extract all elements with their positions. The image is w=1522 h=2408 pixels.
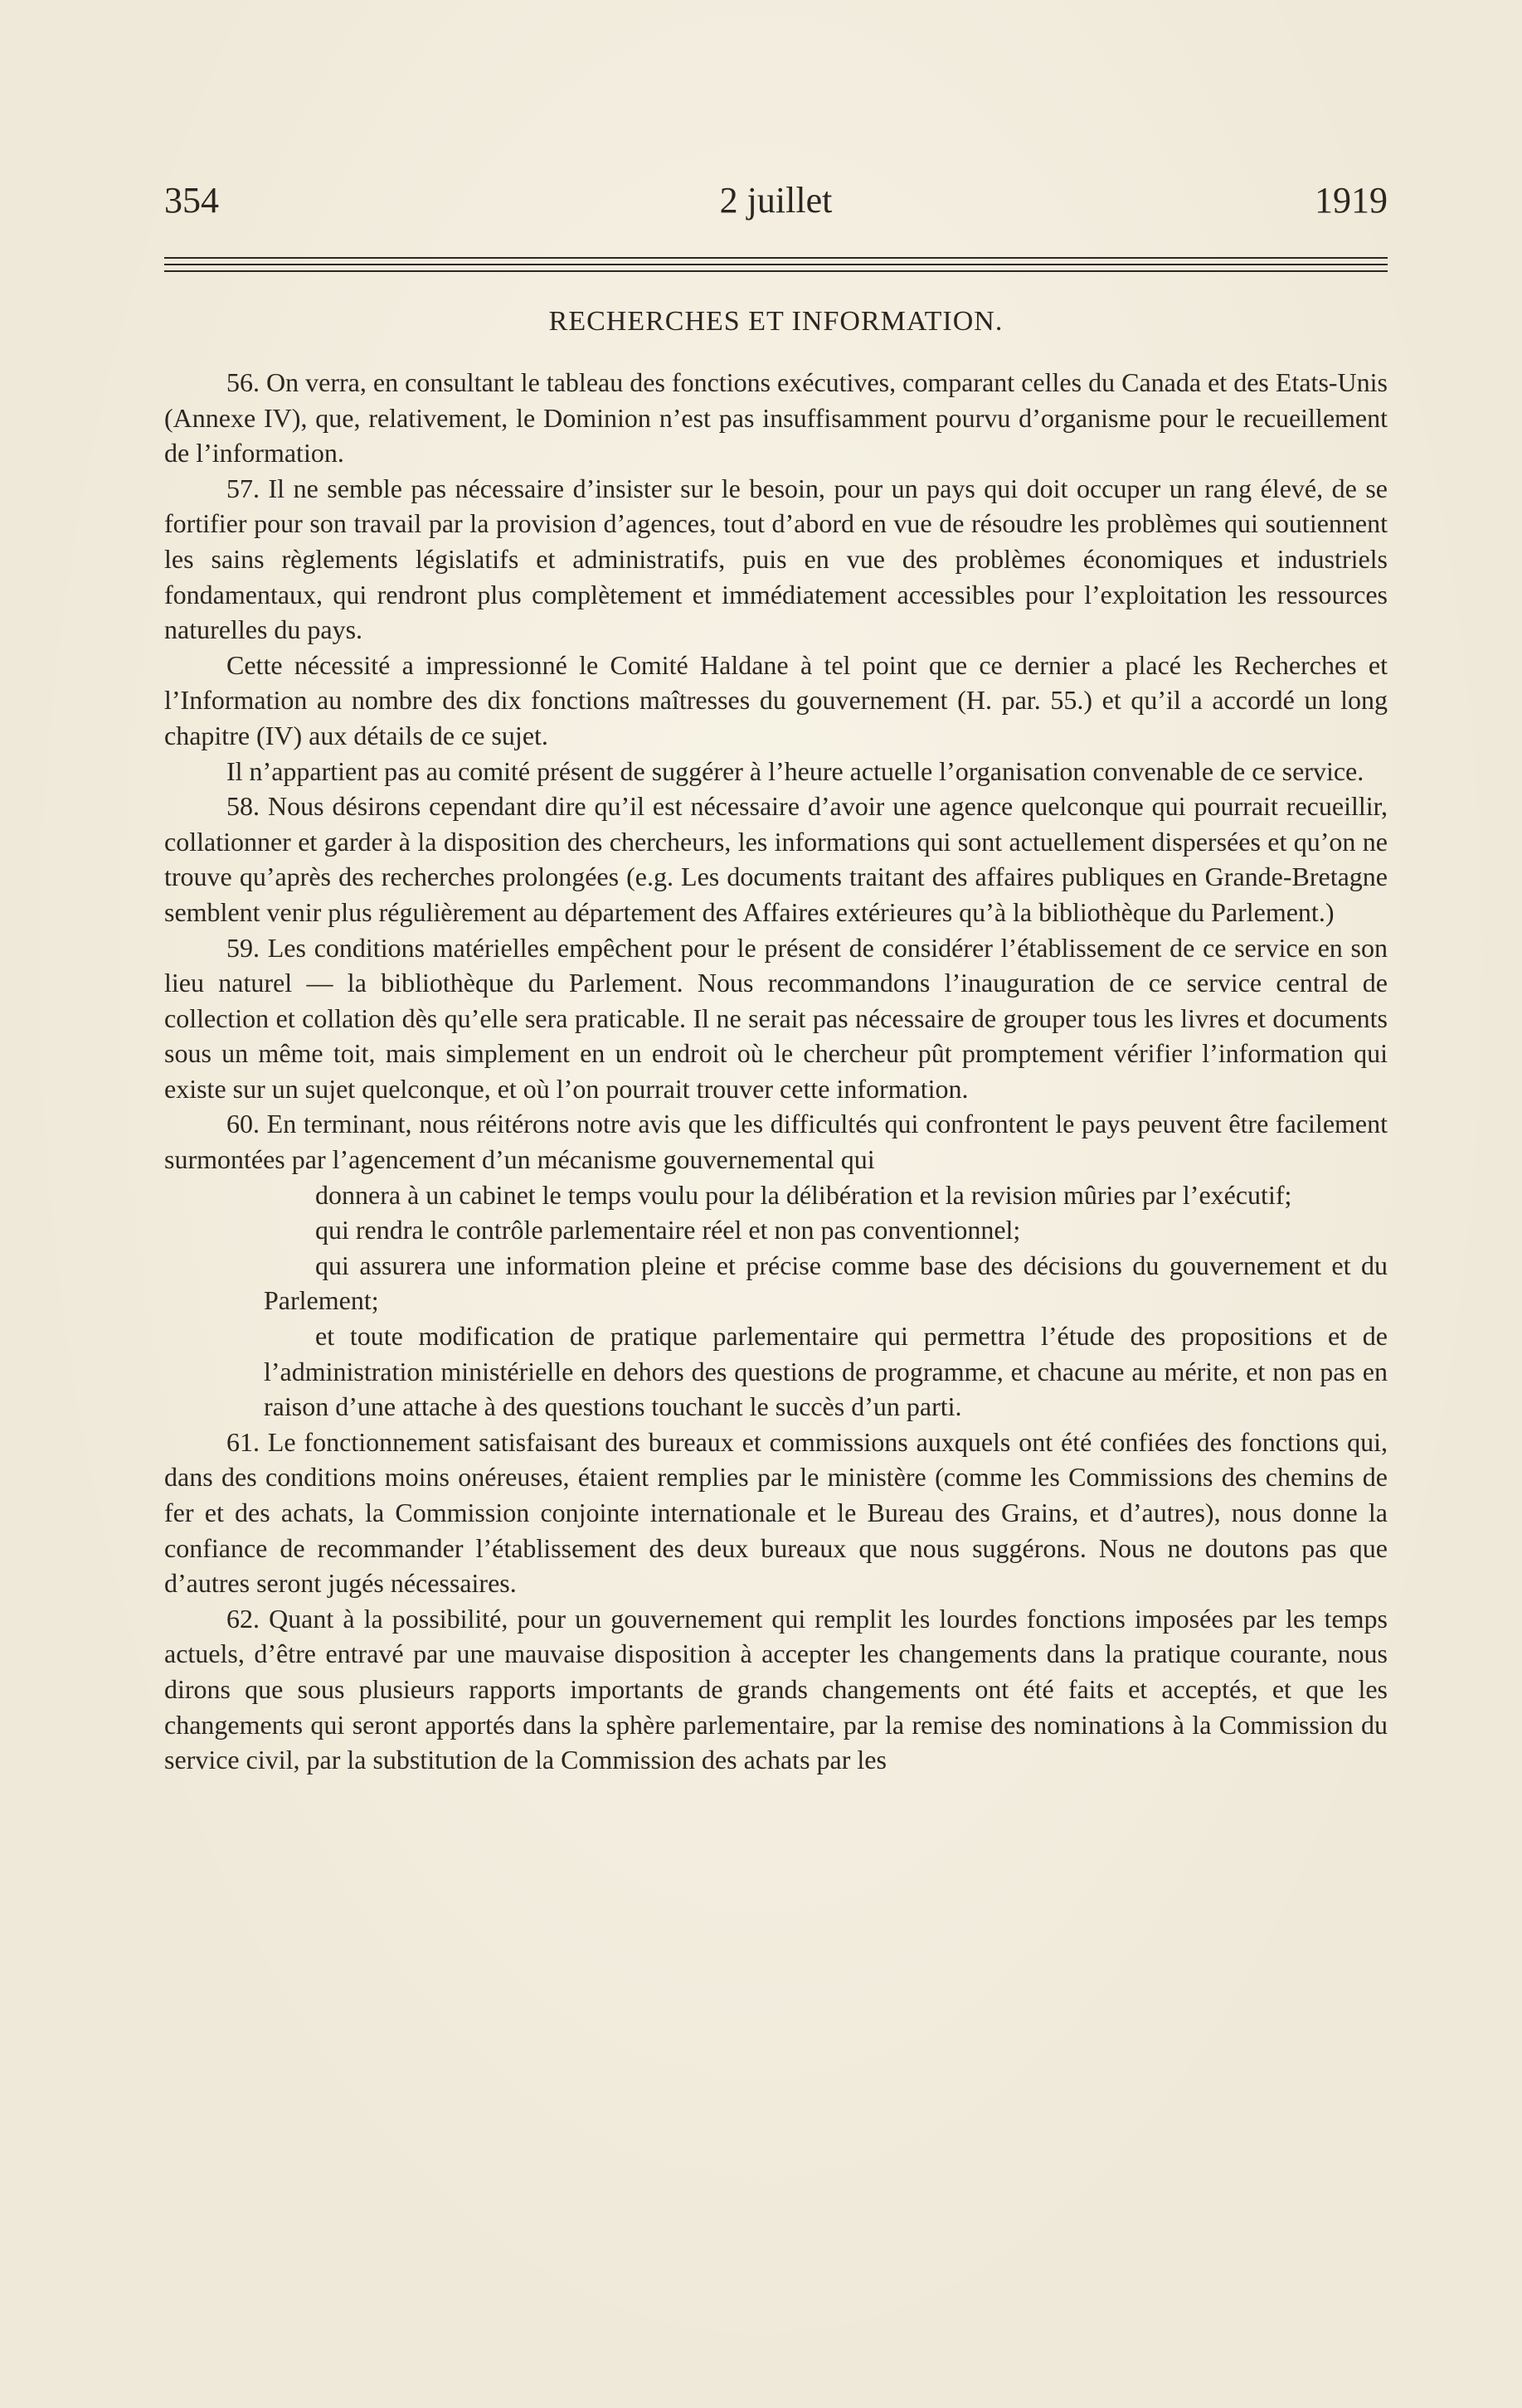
- header-rule-bottom: [164, 270, 1388, 272]
- clause-parliamentary-practice: [164, 1318, 1388, 1425]
- body-text: [164, 365, 1388, 1778]
- clause-cabinet: [164, 1177, 1388, 1213]
- header-rule-top: [164, 257, 1388, 259]
- paragraph-58: 58. Nous désirons cependant dire qu’il est nécessaire d’avoir une agence quelconque qui pourrait recueillir, collationner et garder à la disposition des chercheurs, les informations qui sont actuellement dispersées et qu’on ne trouve qu’après des recherches prolongées (e.g. Les documents traitant des affaires publiques en Grande-Bretagne semblent venir plus régulièrement au département des Affaires extérieures qu’à la bibliothèque du Parlement.): [164, 791, 1388, 927]
- paragraph-56: 56. On verra, en consultant le tableau des fonctions exécutives, comparant celles du Canada et des Etats-Unis (Annexe IV), que, relativement, le Dominion n’est pas insuffisamment pourvu d’organisme pour le recueillement de l’information.: [164, 367, 1388, 468]
- paragraph-60: 60. En terminant, nous réitérons notre avis que les difficultés qui confrontent le pays peuvent être facilement surmontées par l’agencement d’un mécanisme gouvernemental qui: [164, 1109, 1388, 1175]
- header-rule-middle: [164, 264, 1388, 265]
- paragraph-59: 59. Les conditions matérielles empêchent pour le présent de considérer l’établissement de ce service en son lieu naturel — la bibliothèque du Parlement. Nous recommandons l’inauguration de ce service central de collection et collation dès qu’elle sera praticable. Il ne serait pas nécessaire de grouper tous les livres et documents sous un même toit, mais simplement en un endroit où le chercheur pût promptement vérifier l’information qui existe sur un sujet quelconque, et où l’on pourrait trouver cette information.: [164, 932, 1388, 1104]
- section-title: RECHERCHES ET INFORMATION.: [548, 306, 1004, 337]
- clause-cabinet-text: donnera à un cabinet le temps voulu pour la délibération et la revision mûries par l’exécutif;: [315, 1179, 1292, 1210]
- clause-information: [164, 1248, 1388, 1318]
- page-number: 354: [164, 180, 219, 221]
- paragraph-62: 62. Quant à la possibilité, pour un gouvernement qui remplit les lourdes fonctions imposées par les temps actuels, d’être entravé par une mauvaise disposition à accepter les changements dans la pratique courante, nous dirons que sous plusieurs rapports importants de grands changements ont été faits et acceptés, et que les changements qui seront apportés dans la sphère parlementaire, par la remise des nominations à la Commission du service civil, par la substitution de la Commission des achats par les: [164, 1603, 1388, 1775]
- clause-parliamentary-control: [164, 1212, 1388, 1248]
- header-year: 1919: [1315, 180, 1388, 221]
- paragraph-61: 61. Le fonctionnement satisfaisant des bureaux et commissions auxquels ont été confiées des fonctions qui, dans des conditions moins onéreuses, étaient remplies par le ministère (comme les Commissions des chemins de fer et des achats, la Commission conjointe internationale et le Bureau des Grains, et d’autres), nous donne la confiance de recommander l’établissement des deux bureaux que nous suggérons. Nous ne doutons pas que d’autres seront jugés nécessaires.: [164, 1426, 1388, 1599]
- paragraph-57-continued: Cette nécessité a impressionné le Comité Haldane à tel point que ce dernier a placé les Recherches et l’Information au nombre des dix fonctions maîtresses du gouvernement (H. par. 55.) et qu’il a accordé un long chapitre (IV) aux détails de ce sujet.: [164, 649, 1388, 750]
- paragraph-57: 57. Il ne semble pas nécessaire d’insister sur le besoin, pour un pays qui doit occuper un rang élevé, de se fortifier pour son travail par la provision d’agences, tout d’abord en vue de résoudre les problèmes qui soutiennent les sains règlements législatifs et administratifs, puis en vue des problèmes économiques et industriels fondamentaux, qui rendront plus complètement et immédiatement accessibles pour l’exploitation les ressources naturelles du pays.: [164, 473, 1388, 645]
- clause-parliamentary-control-text: qui rendra le contrôle parlementaire réel et non pas conventionnel;: [315, 1215, 1021, 1245]
- clause-information-text: qui assurera une information pleine et précise comme base des décisions du gouvernement et du Parlement;: [264, 1250, 1388, 1316]
- header-date: 2 juillet: [719, 180, 833, 221]
- page-header: [164, 176, 1388, 226]
- paragraph-57-note: Il n’appartient pas au comité présent de suggérer à l’heure actuelle l’organisation convenable de ce service.: [226, 755, 1364, 786]
- clause-parliamentary-practice-text: et toute modification de pratique parlementaire qui permettra l’étude des propositions et de l’administration ministérielle en dehors des questions de programme, et chacune au mérite, et non pas en raison d’une attache à des questions touchant le succès d’un parti.: [264, 1321, 1388, 1422]
